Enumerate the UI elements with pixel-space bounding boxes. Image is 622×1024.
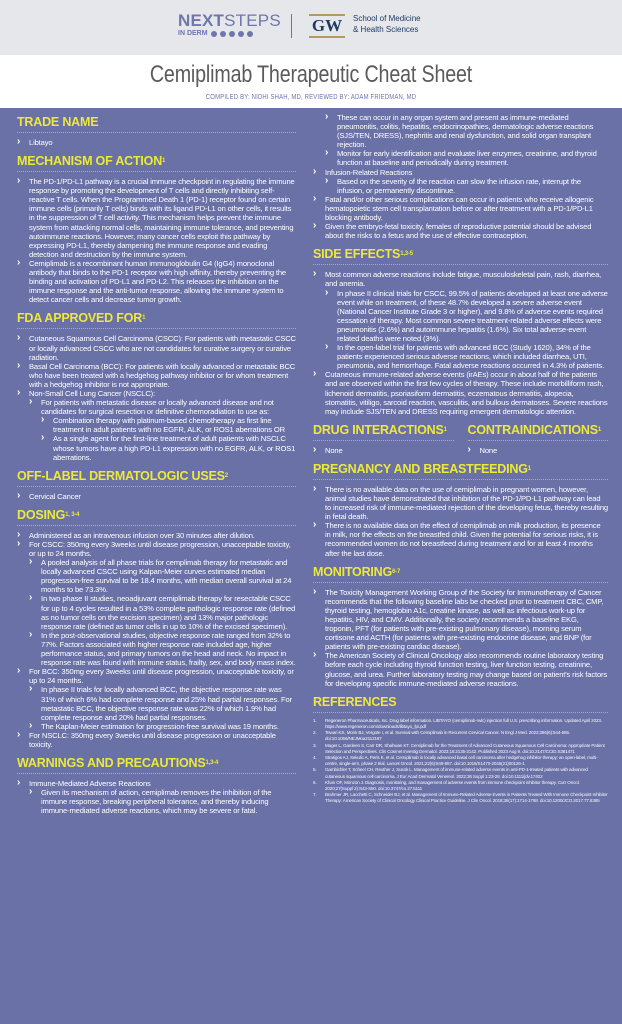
section-off-label: [17, 469, 296, 501]
list-item: › Basal Cell Carcinoma (BCC): For patients with locally advanced or metastatic BCC who have been treated with a hedgehog pathway inhibitor or for whom treatment with a hedgehog inhibitor is not appropriate.: [17, 362, 296, 389]
section-heading: DRUG INTERACTIONS$^1$: [313, 423, 454, 441]
right-column: [313, 113, 608, 805]
reference-item: 7. Brahmer JR, Lacchetti C, Schneider BJ, et al. Management of Immune-Related Adverse Events in Patients Treated With Immune Checkpoint Inhibitor Therapy: American Society of Clinical Oncology Clinical Practice Guideline. J Clin Oncol. 2018;36(17):1714-1768. doi:10.1200/JCO.2017.77.6385: [313, 792, 608, 804]
warnings-continued: [313, 113, 608, 240]
list-item: › These can occur in any organ system and present as immune-mediated pneumonitis, colitis, hepatitis, endocrinopathies, dermatologic adverse reactions (SJS/TEN, DRESS), nephritis and renal dysfunction, and solid organ transplant rejection.: [313, 113, 608, 149]
reference-item: 1. Regeneron Pharmaceuticals, Inc. Drug label information. LIBTAYO (cemiplimab-rwlc) injection full U.S. prescribing information. Updated April 2023. https://www.regeneron.com/downloads/libtayo_fpi.pdf: [313, 718, 608, 730]
list-item: › The American Society of Clinical Oncology also recommends routine laboratory testing before each cycle including thyroid function testing, liver function testing, creatinine, glucose, and urea. Further laboratory testing may change based on patient's risk factors for developing specific immune-mediated adverse reactions.: [313, 651, 608, 687]
section-fda-approved: [17, 311, 296, 461]
list-item: › Infusion-Related Reactions: [313, 168, 608, 177]
list-item: › None: [468, 446, 609, 455]
list-item: › For patients with metastatic disease or locally advanced disease and not candidates for surgical resection or definitive chemoradiation to use as:: [17, 398, 296, 416]
list-item: › For BCC: 350mg every 3weeks until disease progression, unacceptable toxicity, or up to 24 months.: [17, 667, 296, 685]
list-item: › There is no available data on the use of cemiplimab in pregnant women, however, animal studies have demonstrated that inhibition of the PD-1/PD-L1 pathway can lead to increased risk of immune-mediated rejection of the developing fetus, thereby resulting in fetal death.: [313, 485, 608, 521]
reference-item: 6. Khan OF, Monzon J. Diagnosis, monitoring, and management of adverse events from immune checkpoint inhibitor therapy. Curr Oncol. 2020;27(Suppl 2):S43-S50. doi:10.3747/co.27.5111: [313, 780, 608, 792]
section-contraindications: [468, 423, 609, 455]
dot-icon: [220, 31, 226, 37]
list-item: › For NSCLC: 350mg every 3weeks until disease progression or unacceptable toxicity.: [17, 731, 296, 749]
page-title: Cemiplimab Therapeutic Cheat Sheet: [149, 61, 473, 88]
list-item: › Cutaneous Squamous Cell Carcinoma (CSCC): For patients with metastatic CSCC or locally advanced CSCC who are not candidates for curative surgery or curative radiation.: [17, 334, 296, 361]
section-references: [313, 695, 608, 805]
list-item: › Combination therapy with platinum-based chemotherapy as first line treatment in adult patients with no EGFR, ALK, or ROS1 aberrations OR: [17, 416, 296, 434]
left-column: [17, 108, 296, 815]
section-warnings: [17, 756, 296, 815]
list-item: › Administered as an intravenous infusion over 30 minutes after dilution.: [17, 531, 296, 540]
list-item: › Given its mechanism of action, cemiplimab removes the inhibition of the immune response, breaking peripheral tolerance, and thereby inducing immune-mediated adverse reactions, which may be severe or fatal.: [17, 788, 296, 815]
list-item: › Fatal and/or other serious complications can occur in patients who receive allogenic hematopoietic stem cell transplantation before or after treatment with a PD-1/PD-L1 blocking antibody.: [313, 195, 608, 222]
list-item: › For CSCC: 350mg every 3weeks until disease progression, unacceptable toxicity, or up to 24 months.: [17, 540, 296, 558]
list-item: › Libtayo: [17, 138, 296, 147]
list-item: › In phase II trials for locally advanced BCC, the objective response rate was 31% of which 6% had complete response and 25% had partial responses. For metastatic BCC, the objective response rate was 22% of which 1.9% had complete response and 20% had partial responses.: [17, 685, 296, 721]
list-item: › There is no available data on the effect of cemiplimab on milk production, its presence in milk, nor the effects on the breastfed child. Given the potential for serious risks, it is recommended women do not breastfeed during treatment and for at least 4 months after the last dose.: [313, 521, 608, 557]
section-heading: PREGNANCY AND BREASTFEEDING$^1$: [313, 462, 608, 480]
logo-next: NEXT: [178, 11, 225, 30]
reference-item: 3. Mager L, Gardeen S, Carr DR, Shahwan KT. Cemiplimab for the Treatment of Advanced Cutaneous Squamous Cell Carcinoma: Appropriate Patient Selection and Perspectives. Clin Cosmet Investig Dermatol. 2023;16:2135-2142. Published 2023 Aug 9. doi:10.2147/CCID.S381471: [313, 743, 608, 755]
section-heading: SIDE EFFECTS$^{1,3-5}$: [313, 247, 608, 265]
section-monitoring: [313, 565, 608, 688]
list-item: › The Toxicity Management Working Group of the Society for Immunotherapy of Cancer recommends that the following baseline labs be checked prior to treatment CBC, CMP, thyroid testing, hemoglobin A1c, creatine kinase, as well as infectious work-up for hepatitis, HIV, and CMV. Additionally, the society recommends a baseline EKG, troponin, PFT (for patients with pre-existing pulmonary disease), morning serum cortisone and ACTH (for patients with pre-existing endocrine disease, and BNP (for patients with pre-existing cardiac disease).: [313, 588, 608, 652]
list-item: › Non-Small Cell Lung Cancer (NSCLC):: [17, 389, 296, 398]
list-item: › In the open-label trial for patients with advanced BCC (Study 1620), 34% of the patients experienced serious adverse reactions, which included diarrhea, UTI, pneumonia, and hemorrhage. Fatal adverse reactions occurred in 4.3% of patients.: [313, 343, 608, 370]
section-heading: TRADE NAME: [17, 115, 296, 133]
section-pregnancy: [313, 462, 608, 558]
section-dosing: [17, 508, 296, 749]
list-item: › Cervical Cancer: [17, 492, 296, 501]
section-heading: FDA APPROVED FOR$^1$: [17, 311, 296, 329]
reference-item: 5. Gambichler T, Scheel CH, Reuther J, Susok L. Management of immune-related adverse events in anti-PD-1-treated patients with advanced cutaneous squamous cell carcinoma. J Eur Acad Dermatol Venereol. 2022;36 Suppl 1:23-28. doi:10.1111/jdv.17402: [313, 767, 608, 779]
list-item: › The PD-1/PD-L1 pathway is a crucial immune checkpoint in regulating the immune response by promoting the development of T cells and directly inhibiting self-reactive T cells. When the Programmed Death 1 (PD-1) receptor found on certain immune cells (primarily T cells) binds with its ligand PD-L1 on other cells, it results in the suppression of T cell activity. This mechanism helps prevent the immune system from attacking normal cells, maintaining immune tolerance, and preventing autoimmune reactions. However, many cancer cells exploit this pathway by expressing PD-L1, thereby dampening the immune response and evading detection and destruction by the immune system.: [17, 177, 296, 259]
dot-icon: [211, 31, 217, 37]
list-item: › As a single agent for the first-line treatment of adult patients with NSCLC whose tumors have a high PD-L1 expression with no EGFR, ALK, or ROS1 aberrations.: [17, 434, 296, 461]
list-item: › Based on the severity of the reaction can slow the infusion rate, interrupt the infusion, or permanently discontinue.: [313, 177, 608, 195]
list-item: › Most common adverse reactions include fatigue, musculoskeletal pain, rash, diarrhea, and anemia.: [313, 270, 608, 288]
section-heading: MONITORING$^{6-7}$: [313, 565, 608, 583]
header-banner: [0, 0, 622, 55]
list-item: › Immune-Mediated Adverse Reactions: [17, 779, 296, 788]
section-heading: DOSING$^{1, 3-4}$: [17, 508, 296, 526]
logo-inderm: IN DERM: [178, 30, 208, 37]
school-name: [353, 14, 421, 35]
title-block: [0, 55, 622, 108]
section-drug-interactions: [313, 423, 454, 455]
section-heading: MECHANISM OF ACTION$^1$: [17, 154, 296, 172]
nextsteps-logo: [178, 12, 281, 38]
section-side-effects: [313, 247, 608, 416]
section-trade-name: [17, 115, 296, 147]
reference-item: 2. Tewari KS, Monk BJ, Vergote I, et al. Survival with Cemiplimab in Recurrent Cervical Cancer. N Engl J Med. 2022;386(6):544-555. doi:10.1056/NEJMoa2112187: [313, 730, 608, 742]
list-item: › In phase II clinical trials for CSCC, 99.5% of patients developed at least one adverse event while on treatment, of these 48.7% developed a severe adverse event (National Cancer Institute Grade 3 or higher), and 9.8% of adverse events required cessation of therapy. Most common severe treatment-related adverse effects were pneumonitis (2.6%) and autoimmune hepatitis (1.6%). Six total adverse-event related deaths were noted (3%).: [313, 289, 608, 344]
dot-icon: [229, 31, 235, 37]
list-item: › In two phase II studies, neoadjuvant cemiplimab therapy for resectable CSCC for up to 4 cycles resulted in a 53% complete pathologic response rate (defined as no tumor cells on the excision specimen) and 13% major pathologic response rate (defined as tumor cells in up to 10% of the excised specimen).: [17, 594, 296, 630]
section-heading: OFF-LABEL DERMATOLOGIC USES$^2$: [17, 469, 296, 487]
school-line1: School of Medicine: [353, 14, 421, 23]
list-item: › The Kaplan-Meier estimation for progression-free survival was 19 months.: [17, 722, 296, 731]
compiled-by: COMPILED BY: NIDHI SHAH, MD, REVIEWED BY: ADAM FRIEDMAN, MD: [205, 94, 417, 101]
list-item: › A pooled analysis of all phase trials for cemplimab therapy for metastatic and locally advanced CSCC using Kalpan-Meier curves estimated median progression-free survival to be 18.4 months, with median overall survival at 24 months to be 73.3%.: [17, 558, 296, 594]
logo-steps: STEPS: [224, 11, 281, 30]
section-mechanism: [17, 154, 296, 304]
list-item: › Given the embryo-fetal toxicity, females of reproductive potential should be advised about the risks to a fetus and the use of effective contraception.: [313, 222, 608, 240]
section-heading: REFERENCES: [313, 695, 608, 713]
logo-divider: [291, 14, 292, 38]
section-heading: CONTRAINDICATIONS$^1$: [468, 423, 609, 441]
section-heading: WARNINGS AND PRECAUTIONS$^{1,3-4}$: [17, 756, 296, 774]
list-item: › Monitor for early identification and evaluate liver enzymes, creatinine, and thyroid function at baseline and periodically during treatment.: [313, 149, 608, 167]
list-item: › Cemiplimab is a recombinant human immunoglobulin G4 (IgG4) monoclonal antibody that binds to the PD-1 receptor with high affinity, thereby preventing the binding and activation of PD-L1 and PD-L2. This releases the inhibition on the immune response and the anti-tumor response, allowing the immune system to detect cancer cells and decrease tumor growth.: [17, 259, 296, 304]
list-item: › Cutaneous immune-related adverse events (irAEs) occur in about half of the patients and are observed within the first few cycles of therapy. These include morbilliform rash, lichenoid dermatitis, psoriasiform dermatitis, eczematous dermatitis, alopecia, stomatitis, vitiligo, sarcoid reaction, vasculitis, and bullous dermatoses. Severe reactions may include SJS/TEN and DRESS requiring emergent dermatologic attention.: [313, 370, 608, 415]
list-item: › In the post-observational studies, objective response rate ranged from 32% to 77%. Factors associated with higher response rate included age, higher performance status, and primary tumors on the head and neck. No impact in response rate was found with immune status, frailty, sex, and body mass index.: [17, 631, 296, 667]
gw-logo: GW: [309, 14, 345, 38]
dot-icon: [238, 31, 244, 37]
dot-icon: [247, 31, 253, 37]
school-line2: & Health Sciences: [353, 24, 419, 34]
reference-item: 4. Stratigos AJ, Sekulic A, Peris K, et al. Cemiplimab in locally advanced basal cell carcinoma after hedgehog inhibitor therapy: an open-label, multi-centre, single-arm, phase 2 trial. Lancet Oncol. 2021;22(6):848-857. doi:10.1016/S1470-2045(21)00126-1: [313, 755, 608, 767]
list-item: › None: [313, 446, 454, 455]
interactions-contraindications-row: [313, 423, 608, 455]
